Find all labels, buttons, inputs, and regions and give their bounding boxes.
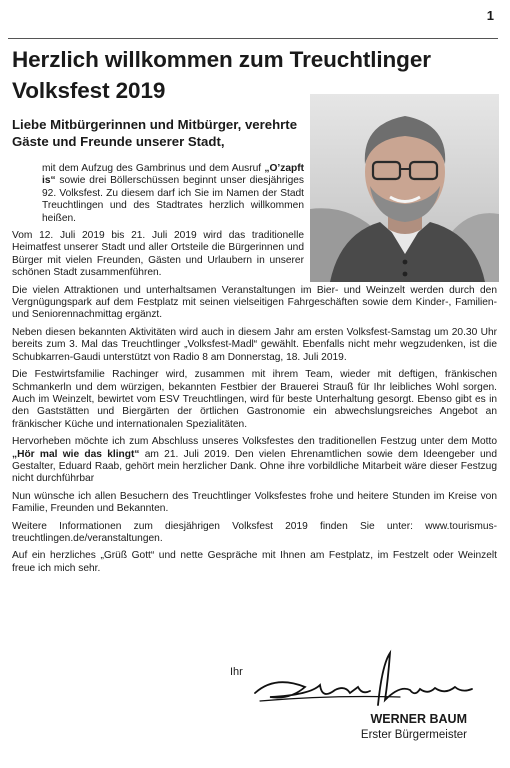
page-number: 1 <box>486 8 494 23</box>
signer-title: Erster Bürgermeister <box>360 729 467 741</box>
paragraph-greeting: Auf ein herzliches „Grüß Gott“ und nette Gespräche mit Ihnen am Festplatz, im Festzelt oder Weinzelt freue ich mich sehr. <box>12 550 497 574</box>
handwritten-signature <box>250 645 480 715</box>
header-rule <box>8 38 498 39</box>
paragraph-festzug: Hervorheben möchte ich zum Abschluss unseres Volksfestes den traditionellen Festzug unter dem Motto „Hör mal wie das klingt“ am 21. Juli 2019. Den vielen Ehrenamtlichen sowie dem Ideengeber und Gestalter, Eduard Raab, gehört mein herzlicher Dank. Ohne ihre vorbildliche Mitarbeit wäre dieser Festzug nicht durchführbar <box>12 436 498 485</box>
article-subtitle: Liebe Mitbürgerinnen und Mitbürger, verehrte Gäste und Freunde unserer Stadt, <box>12 117 298 149</box>
emphasis-ozapft-is: „O’zapft is“ <box>42 163 304 187</box>
closing-word: Ihr <box>230 666 243 678</box>
article-body <box>12 163 497 580</box>
paragraph-festwirt: Die Festwirtsfamilie Rachinger wird, zusammen mit ihrem Team, wieder mit deftigen, fränkischen Schmankerln und dem würzigen, bekannten Festbier der Brauerei Strauß für Ihr leibliches Wohl sorgen. Auch im Weinzelt, bewirtet vom ESV Treuchtlingen, wird für beste Unterhaltung gesorgt. Ebenso gibt es in den Gaststätten und Biergärten der örtlichen Gastronomie ein abwechslungsreiches Angebot an fränkischer Küche und internationalen Spezialitäten. <box>12 369 497 430</box>
paragraph-wishes: Nun wünsche ich allen Besuchern des Treuchtlinger Volksfestes frohe und heitere Stunden im Kreise von Familie, Freunden und Bekannten. <box>12 490 497 515</box>
paragraph-info: Weitere Informationen zum diesjährigen Volksfest 2019 finden Sie unter: www.tourismus-treuchtlingen.de/veranstaltungen. <box>12 520 497 544</box>
emphasis-motto: „Hör mal wie das klingt“ <box>12 448 140 460</box>
paragraph-activities: Neben diesen bekannten Aktivitäten wird auch in diesem Jahr am ersten Volksfest-Samstag um 20.30 Uhr bereits zum 3. Mal das Treuchtlinger „Volksfest-Madl“ gewählt. Ebenfalls nicht mehr wegzudenken, ist die Schubkarren-Gaudi unterstützt von Radio 8 am Donnerstag, 18. Juli 2019. <box>12 326 497 363</box>
paragraph-welcome: mit dem Aufzug des Gambrinus und dem Ausruf „O’zapft is“ sowie drei Böllerschüssen beginnt unser diesjähriges 92. Volksfest. Zu diesem darf ich Sie im Namen der Stadt Treuchtlingen und des Stadtrates herzlich willkommen heißen. <box>42 163 304 224</box>
page-title: Herzlich willkommen zum Treuchtlinger Volksfest 2019 <box>12 47 431 103</box>
signer-name: WERNER BAUM <box>370 712 467 726</box>
paragraph-dates: Vom 12. Juli 2019 bis 21. Juli 2019 wird das traditionelle Heimatfest unserer Stadt und aller Ortsteile die Bürgerinnen und Bürger mit vielen Freunden, Gästen und Urlaubern in unserer schönen Stadt zusammenführen. <box>12 230 304 279</box>
paragraph-attractions: Die vielen Attraktionen und unterhaltsamen Veranstaltungen im Bier- und Weinzelt werden durch den Vergnügungspark auf dem Festplatz mit seinen vielseitigen Fahrgeschäften sowie dem Kinder-, Familien- und Seniorennachmittag ergänzt. <box>12 284 497 321</box>
